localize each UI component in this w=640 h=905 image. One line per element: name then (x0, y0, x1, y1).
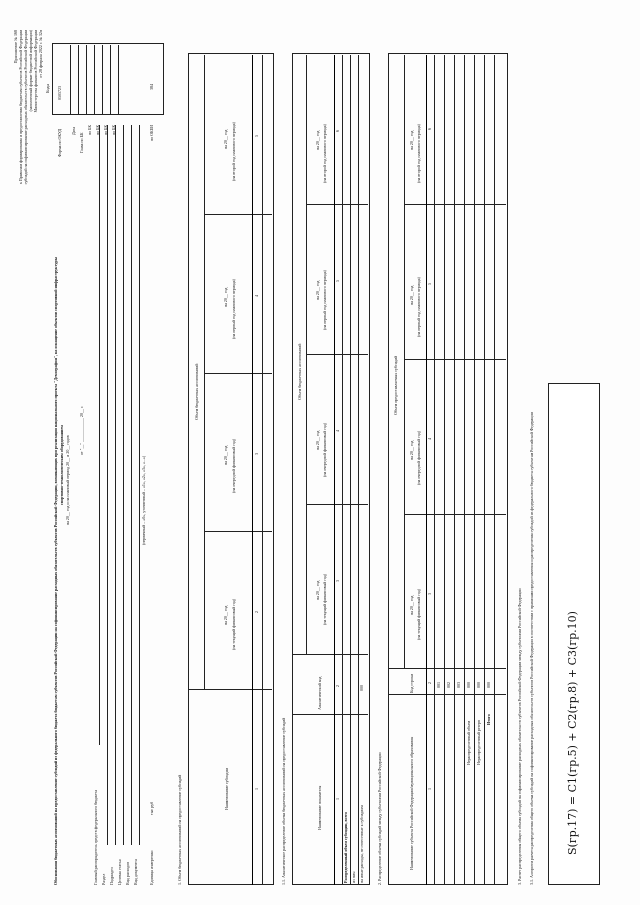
section-2-title: 2. Распределение объема субсидий между субъектами Российской Федерации (377, 752, 382, 885)
s2-code: 000 (486, 682, 491, 688)
s11-num: 1 (335, 798, 340, 800)
s1-col-2-h: на 20__ год (223, 605, 228, 625)
s1-group: Объем бюджетных ассигнований (194, 363, 199, 420)
s11-num: 2 (335, 685, 340, 687)
codes-divider (118, 45, 119, 115)
s11-col-sub: (на очередной финансовый год) (322, 422, 327, 477)
row-divider (464, 55, 465, 885)
label-grbs: Главный распорядитель средств федерального бюджета (93, 790, 98, 885)
document-subtitle: спортивно-технологическим оборудованием (59, 425, 64, 505)
appendix-line-1: Приложение № 168 (13, 30, 18, 64)
document-title: Обоснования бюджетных ассигнований на предоставление субсидий из федерального бюджета бюджетам субъектов Российской Федерации на софинансирование расходных обязательств субъектов Российской Федерации, возникающих при реализации национального проекта "Демография", на оснащение объектов спортивной инфраструктуры (53, 257, 58, 885)
s11-num: 5 (335, 280, 340, 282)
row-divider (204, 55, 205, 690)
label-target-article: Целевая статья (117, 859, 122, 885)
s2-col-h: на 20__ год (409, 130, 414, 150)
bk-code-label: по БК (103, 124, 108, 135)
doc-type-note: (первичный – «0», уточненный – «1», «2», «3», «...») (141, 455, 146, 545)
s2-num: 2 (427, 682, 432, 684)
row-divider (474, 55, 475, 885)
row-divider (306, 55, 307, 655)
field-line (107, 125, 108, 845)
s2-code: 000 (476, 682, 481, 688)
s2-num: 6 (427, 128, 432, 130)
appendix-line-5: Министерства финансов Российской Федерации (33, 30, 38, 113)
row-divider (342, 55, 343, 885)
row-divider (334, 55, 335, 885)
col-divider (404, 514, 506, 515)
s11-row-other: на иные расходы, не отнесенные к субсидиям (359, 805, 364, 883)
s1-num: 4 (254, 295, 259, 297)
s11-num: 3 (335, 580, 340, 582)
col-divider (188, 689, 272, 690)
codes-divider (78, 45, 79, 115)
row-divider (484, 55, 485, 885)
s1-num: 1 (254, 788, 259, 790)
s11-row-total: Распределенный объем субсидии, всего (343, 812, 348, 883)
s2-num: 3 (427, 593, 432, 595)
s11-col-sub: (на второй год планового периода) (322, 124, 327, 183)
s2-code: 000 (466, 682, 471, 688)
s2-code: 001 (436, 682, 441, 688)
s2-col-name: Наименование субъекта Российской Федерации/муниципального образования (409, 736, 414, 870)
s2-group: Объем предоставляемых субсидий (393, 355, 398, 415)
field-line (115, 125, 116, 845)
s2-code: 002 (446, 682, 451, 688)
col-divider (388, 694, 506, 695)
date-code-label: Дата (71, 127, 76, 135)
codes-divider (94, 45, 95, 115)
gs-code-label: Глава по БК (79, 132, 84, 153)
s1-col-4-h: на 20__ год (223, 287, 228, 307)
s1-col-5-h: на 20__ год (223, 129, 228, 149)
date-line: от "__" ____________ 20__ г. (79, 405, 84, 455)
row-divider (454, 55, 455, 885)
field-line (99, 125, 100, 745)
okei-value: 384 (149, 84, 154, 90)
s11-num: 4 (335, 430, 340, 432)
s11-col-sub: (на первый год планового периода) (322, 270, 327, 330)
row-divider (350, 55, 351, 885)
row-divider (494, 55, 495, 885)
s2-col-sub: (на текущий финансовый год) (416, 588, 421, 640)
s1-col-3-sub: (на очередной финансовый год) (231, 438, 236, 493)
s1-num: 2 (254, 611, 259, 613)
form-okud-value: 0505723 (57, 86, 62, 100)
field-line (123, 125, 124, 845)
bk-code-label: по БК (111, 124, 116, 135)
s11-col-h: на 20__ год (315, 580, 320, 600)
bk-code-label: по БК (87, 124, 92, 135)
s11-col-code: Аналитический код (317, 676, 322, 710)
codes-box (52, 43, 164, 115)
s11-row-of-which: из них: (351, 870, 356, 883)
section-2-table (388, 53, 508, 885)
okei-label: по ОКЕИ (149, 124, 154, 141)
field-line (139, 125, 140, 845)
section-1-title: 1. Объем бюджетных ассигнований на предоставление субсидий (177, 774, 182, 885)
s11-col-h: на 20__ год (315, 280, 320, 300)
codes-divider (70, 45, 71, 115)
s1-col-5-sub: (на второй год планового периода) (231, 122, 236, 181)
s2-col-h: на 20__ год (409, 595, 414, 615)
row-divider (444, 55, 445, 885)
s2-col-sub: (на второй год планового периода) (416, 124, 421, 183)
row-divider (404, 55, 405, 669)
s2-col-h: на 20__ год (409, 440, 414, 460)
formula-text: S(гр.17) = C1(гр.5) + C2(гр.8) + C3(гр.10) (566, 611, 579, 855)
s2-col-sub: (на первый год планового периода) (416, 277, 421, 337)
col-divider (404, 204, 506, 205)
period-line: на 20__ год и на плановый период 20__ и 20__ годов (65, 435, 70, 525)
s2-not-distributed: Нераспределенный объем (466, 720, 471, 765)
s1-col-4-sub: (на первый год планового периода) (231, 279, 236, 339)
appendix-line-6: от 28 февраля 2022 г. № 32н (38, 30, 43, 78)
row-divider (262, 55, 263, 885)
label-expense-type: Вид расходов (125, 862, 130, 885)
s2-total: Итого (486, 714, 491, 725)
col-divider (388, 668, 506, 669)
form-okud-label: Форма по ОКУД (57, 128, 62, 157)
codes-divider (110, 45, 111, 115)
col-divider (292, 654, 368, 655)
s1-col-name: Наименование субсидии (224, 768, 229, 810)
section-1-1-title: 1.1. Аналитическое распределение объема бюджетных ассигнований на предоставление субсидий (281, 717, 286, 885)
s2-num: 5 (427, 283, 432, 285)
s2-num: 4 (427, 438, 432, 440)
s11-group: Объем бюджетных ассигнований (297, 343, 302, 400)
s11-col-h: на 20__ год (315, 130, 320, 150)
col-divider (292, 714, 368, 715)
s1-col-2-sub: (на текущий финансовый год) (231, 598, 236, 650)
codes-header: Коды (45, 83, 50, 93)
section-3-1-title: 3.1. Алгоритм расчета распределения общего объема субсидий на софинансирование расходных обязательств субъектов Российской Федерации в соответствии с правилами предоставления и распределения субсидий из федерального бюджета субъектам Российской Федерации (529, 412, 534, 885)
row-divider (358, 55, 359, 885)
label-subsection: Подраздел (109, 867, 114, 885)
label-section: Раздел (101, 873, 106, 885)
s1-col-3-h: на 20__ год (223, 445, 228, 465)
col-divider (404, 359, 506, 360)
row-divider (434, 55, 435, 885)
s11-col-h: на 20__ год (315, 430, 320, 450)
s11-num: 6 (335, 130, 340, 132)
field-line (131, 125, 132, 845)
s2-col-sub: (на очередной финансовый год) (416, 430, 421, 485)
s11-col-name: Наименование показателя (317, 785, 322, 830)
bk-code-label: по БК (95, 124, 100, 135)
s11-col-sub: (на текущий финансовый год) (322, 573, 327, 625)
codes-divider (102, 45, 103, 115)
appendix-line-3: субсидий на софинансирование расходных обязательств субъектов Российской Федерации (23, 30, 28, 185)
s2-col-h: на 20__ год (409, 285, 414, 305)
s2-code: 003 (456, 682, 461, 688)
appendix-line-4: (заполненный формат бюджетной информации) (28, 30, 33, 112)
row-divider (252, 55, 253, 885)
label-doc-type: Вид документа (133, 859, 138, 885)
s2-reserve: Нераспределенный резерв (476, 720, 481, 765)
label-unit: Единица измерения: (149, 850, 154, 885)
s1-num: 5 (254, 135, 259, 137)
s1-num: 3 (254, 453, 259, 455)
codes-divider (86, 45, 87, 115)
s2-col-code: Код строки (409, 673, 414, 693)
unit-value: тыс руб (149, 801, 154, 815)
appendix-line-2: к Правилам формирования и предоставления бюджетам субъектов Российской Федерации (18, 30, 23, 185)
section-3-title: 3. Расчет распределения общего объема субсидий на софинансирование расходных обязательств субъектов Российской Федерации между субъектами Российской Федерации (517, 588, 522, 885)
s2-num: 1 (427, 788, 432, 790)
s11-row-other-code: 000 (359, 685, 364, 691)
row-divider (426, 55, 427, 885)
